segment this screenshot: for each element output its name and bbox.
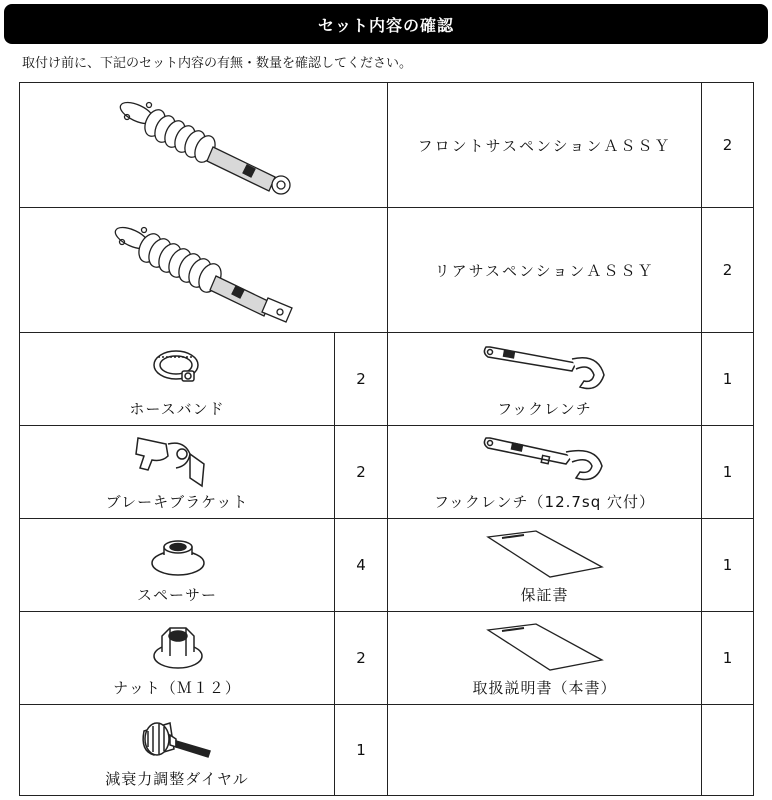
item-name: リアサスペンションＡＳＳＹ xyxy=(434,261,655,280)
item-name: フックレンチ xyxy=(497,400,592,418)
item-name: ブレーキブラケット xyxy=(105,493,249,511)
item-name: フックレンチ（12.7sq 穴付） xyxy=(433,493,656,511)
qty-cell-damping-dial xyxy=(334,704,388,796)
image-cell-front-suspension xyxy=(19,82,388,208)
empty-qty-cell xyxy=(701,704,754,796)
item-name: スペーサー xyxy=(136,586,217,604)
item-name: 減衰力調整ダイヤル xyxy=(105,770,249,788)
item-name: 保証書 xyxy=(520,586,569,604)
item-qty: 2 xyxy=(722,136,733,154)
image-cell-rear-suspension xyxy=(19,207,388,333)
item-name: ホースバンド xyxy=(129,400,225,418)
nut-m12-icon xyxy=(150,622,206,674)
image-cell-instruction-manual xyxy=(387,611,702,705)
hose-band-icon xyxy=(148,343,208,393)
qty-cell-warranty-card xyxy=(701,518,754,612)
qty-cell-brake-bracket xyxy=(334,425,388,519)
name-cell-front-suspension xyxy=(387,82,702,208)
rear-suspension-assy-icon xyxy=(110,214,300,326)
hook-wrench-icon xyxy=(480,341,610,397)
item-qty: 1 xyxy=(722,370,733,388)
item-qty: 2 xyxy=(356,370,366,388)
qty-cell-spacer xyxy=(334,518,388,612)
qty-cell-hook-wrench-with-hole xyxy=(701,425,754,519)
item-qty: 2 xyxy=(356,649,366,667)
warranty-card-icon xyxy=(484,529,608,581)
empty-cell xyxy=(387,704,702,796)
item-name: ナット（Ｍ１２） xyxy=(113,679,241,697)
image-cell-nut-m12 xyxy=(19,611,335,705)
item-qty: 2 xyxy=(722,261,733,279)
item-name: 取扱説明書（本書） xyxy=(472,679,617,697)
damping-adjust-dial-icon xyxy=(140,711,216,765)
brake-bracket-icon xyxy=(132,434,212,490)
item-qty: 1 xyxy=(722,556,733,574)
name-cell-rear-suspension xyxy=(387,207,702,333)
image-cell-brake-bracket xyxy=(19,425,335,519)
instruction-manual-icon xyxy=(484,622,608,674)
image-cell-warranty-card xyxy=(387,518,702,612)
qty-cell-nut-m12 xyxy=(334,611,388,705)
qty-cell-rear-suspension xyxy=(701,207,754,333)
image-cell-hose-band xyxy=(19,332,335,426)
qty-cell-hook-wrench xyxy=(701,332,754,426)
image-cell-hook-wrench xyxy=(387,332,702,426)
qty-cell-hose-band xyxy=(334,332,388,426)
image-cell-hook-wrench-with-hole xyxy=(387,425,702,519)
section-title: セット内容の確認 xyxy=(317,15,454,35)
item-qty: 1 xyxy=(722,649,733,667)
intro-text: 取付け前に、下記のセット内容の有無・数量を確認してください。 xyxy=(22,56,413,71)
image-cell-spacer xyxy=(19,518,335,612)
qty-cell-instruction-manual xyxy=(701,611,754,705)
spacer-icon xyxy=(148,533,208,581)
section-header xyxy=(4,4,768,44)
item-name: フロントサスペンションＡＳＳＹ xyxy=(417,136,672,155)
front-suspension-assy-icon xyxy=(115,91,305,201)
item-qty: 1 xyxy=(722,463,733,481)
image-cell-damping-dial xyxy=(19,704,335,796)
item-qty: 2 xyxy=(356,463,366,481)
hook-wrench-with-hole-icon xyxy=(480,430,610,488)
item-qty: 4 xyxy=(356,556,366,574)
item-qty: 1 xyxy=(356,741,366,759)
qty-cell-front-suspension xyxy=(701,82,754,208)
